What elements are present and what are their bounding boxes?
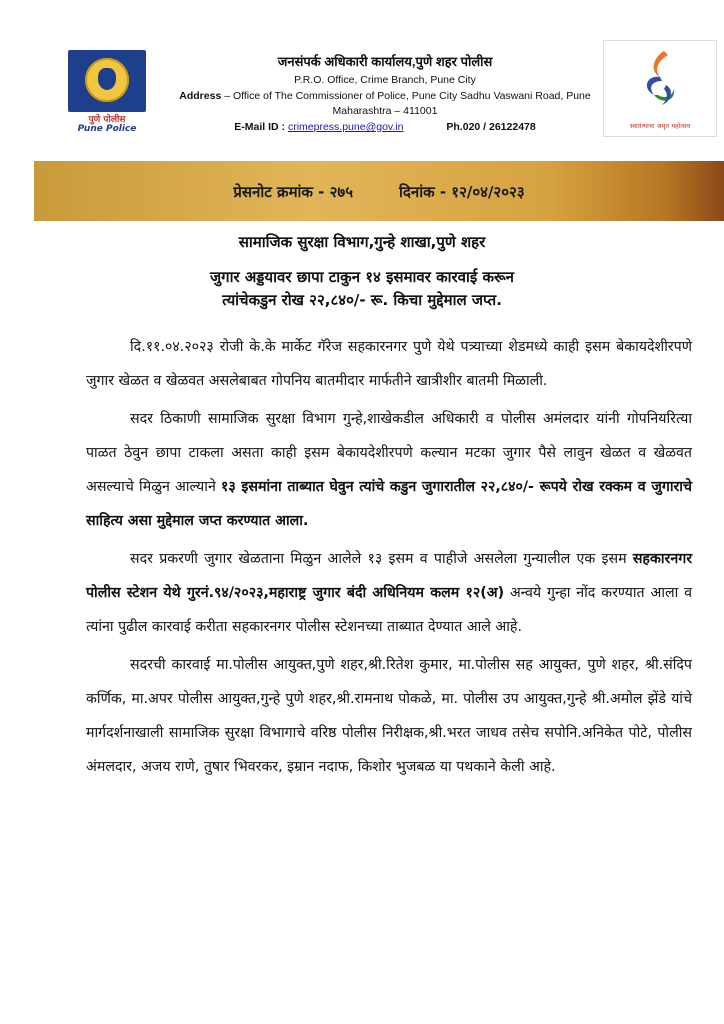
azadi-amrit-mahotsav-logo xyxy=(603,40,717,137)
logo-english-label: Pune Police xyxy=(77,124,137,134)
police-badge-icon xyxy=(85,58,129,102)
paragraph-3-text-b: अन्वये गुन्हा नोंद करण्यात आला व त्यांना पुढील कारवाई करीता सहकारनगर पोलीस स्टेशनच्या ताब्यात देण्यात आले आहे. xyxy=(86,585,692,635)
news-headline xyxy=(0,266,724,312)
address-city: Maharashtra – 411001 xyxy=(332,105,438,117)
office-subtitle: P.R.O. Office, Crime Branch, Pune City xyxy=(294,74,476,86)
paragraph-1: दि.११.०४.२०२३ रोजी के.के मार्केट गॅरेज सहकारनगर पुणे येथे पत्र्याच्या शेडमध्ये काही इसम बेकायदेशीरपणे जुगार खेळत व खेळवत असलेबाबत गोपनिय बातमीदार मार्फतीने खात्रीशीर बातमी मिळाली. xyxy=(86,339,692,389)
press-note-banner xyxy=(34,161,724,221)
office-title: जनसंपर्क अधिकारी कार्यालय,पुणे शहर पोलीस xyxy=(277,54,493,69)
logo-caption: स्वातंत्र्याचा अमृत महोत्सव xyxy=(629,122,691,130)
paragraph-3-text-a: सदर प्रकरणी जुगार खेळताना मिळुन आलेले १३ इसम व पाहीजे असलेला गुन्यालील एक इसम xyxy=(130,551,633,567)
paragraph-2-text: सदर ठिकाणी सामाजिक सुरक्षा विभाग गुन्हे,शाखेकडील अधिकारी व पोलीस अमंलदार यांनी गोपनियरित्या पाळत ठेवुन छापा टाकला असता काही इसम बेकायदेशीरपणे कल्यान मटका जुगार पैसे लावुन खेळत व खेळवत असल्याचे मिळुन आल्याने xyxy=(86,411,692,495)
phone-number: Ph.020 / 26122478 xyxy=(446,121,536,133)
address-text: – Office of The Commissioner of Police, Pune City Sadhu Vaswani Road, Pune xyxy=(221,90,591,102)
paragraph-3-bold: सहकारनगर पोलीस स्टेशन येथे गुरनं.९४/२०२३,महाराष्ट्र जुगार बंदी अधिनियम कलम १२(अ) xyxy=(86,551,692,601)
office-address xyxy=(170,90,600,102)
department-heading: सामाजिक सुरक्षा विभाग,गुन्हे शाखा,पुणे शहर xyxy=(238,233,486,251)
email-link[interactable]: crimepress.pune@gov.in xyxy=(287,121,404,133)
police-emblem-background xyxy=(68,50,146,112)
headline-line-2: त्यांचेकडुन रोख २२,८४०/- रू. किचा मुद्देमाल जप्त. xyxy=(222,291,502,309)
office-details xyxy=(170,52,600,133)
paragraph-2 xyxy=(86,402,692,538)
email-label: E-Mail ID : xyxy=(234,121,288,133)
paragraph-2-bold: १३ इसमांना ताब्यात घेवुन त्यांचे कडुन जुगारातील २२,८४०/- रूपये रोख रक्कम व जुगाराचे साहित्य असा मुद्देमाल जप्त करण्यात आला. xyxy=(86,479,692,529)
press-note-number: प्रेसनोट क्रमांक - २७५ xyxy=(233,183,354,201)
letterhead xyxy=(0,0,724,150)
paragraph-3 xyxy=(86,542,692,644)
press-note-body xyxy=(86,330,692,788)
amrit-mahotsav-emblem-icon xyxy=(624,45,696,123)
pune-police-logo xyxy=(68,50,148,138)
paragraph-4: सदरची कारवाई मा.पोलीस आयुक्त,पुणे शहर,श्री.रितेश कुमार, मा.पोलीस सह आयुक्त, पुणे शहर, श्री.संदिप कर्णिक, मा.अपर पोलीस आयुक्त,गुन्हे पुणे शहर,श्री.रामनाथ पोकळे, मा. पोलीस उप आयुक्त,गुन्हे श्री.अमोल झेंडे यांचे मार्गदर्शनाखाली सामाजिक सुरक्षा विभागाचे वरिष्ठ पोलीस निरीक्षक,श्री.भरत जाधव तसेच सपोनि.अनिकेत पोटे, पोलीस अंमलदार, अजय राणे, तुषार भिवरकर, इम्रान नदाफ, किशोर भुजबळ या पथकाने केली आहे. xyxy=(86,657,692,775)
logo-marathi-label: पुणे पोलीस xyxy=(88,115,126,125)
address-label: Address xyxy=(179,90,222,102)
contact-line xyxy=(170,121,600,133)
headline-line-1: जुगार अड्डयावर छापा टाकुन १४ इसमावर कारवाई करून xyxy=(210,268,514,286)
press-note-date: दिनांक - १२/०४/२०२३ xyxy=(399,183,525,201)
